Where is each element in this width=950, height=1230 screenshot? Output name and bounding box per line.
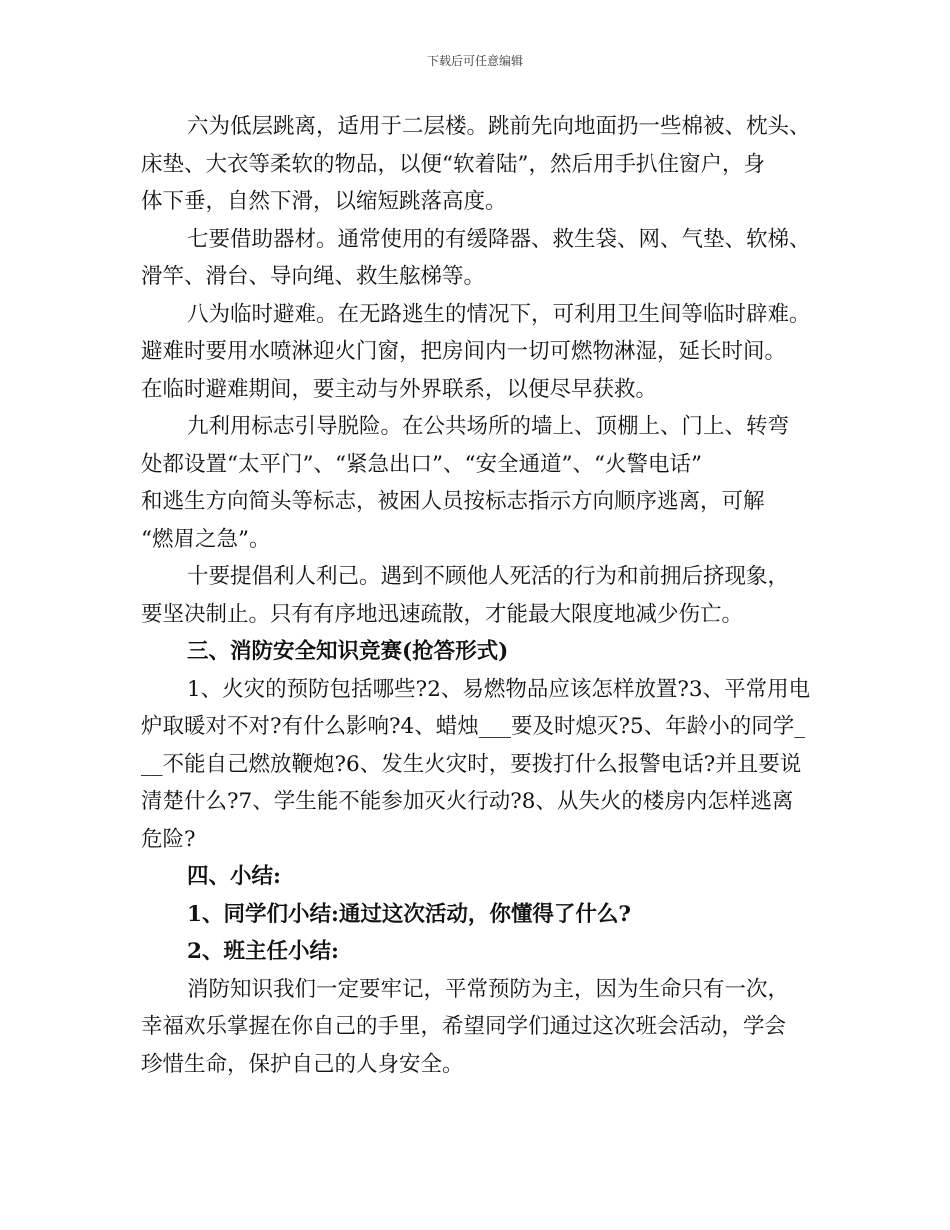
paragraph-exit-signs: [141, 408, 821, 558]
paragraph-closing: [141, 971, 821, 1084]
text-line: __不能自己燃放鞭炮?6、发生火灾时，要拨打什么报警电话?并且要说: [141, 751, 802, 777]
text-line: 体下垂，自然下滑，以缩短跳落高度。: [141, 189, 507, 214]
text-line: 七要借助器材。通常使用的有缓降器、救生袋、网、气垫、软梯、: [187, 226, 811, 252]
text-line: 炉取暖对不对?有什么影响?4、蜡烛___要及时熄灭?5、年龄小的同学_: [141, 714, 805, 739]
subheading-teacher-summary: 2、班主任小结:: [187, 939, 339, 964]
text-line: 消防知识我们一定要牢记，平常预防为主，因为生命只有一次，: [187, 976, 790, 1002]
text-line: 八为临时避难。在无路逃生的情况下，可利用卫生间等临时辟难。: [187, 301, 811, 327]
paragraph-orderly-evacuation: [141, 558, 821, 633]
text-line: 在临时避难期间，要主动与外界联系，以便尽早获救。: [141, 376, 658, 402]
text-line: 滑竿、滑台、导向绳、救生舷梯等。: [141, 264, 486, 289]
text-line: 处都设置“太平门”、“紧急出口”、“安全通道”、“火警电话”: [141, 451, 702, 477]
text-line: 幸福欢乐掌握在你自己的手里，希望同学们通过这次班会活动，学会: [141, 1014, 787, 1039]
text-line: 床垫、大衣等柔软的物品，以便“软着陆”，然后用手扒住窗户，身: [141, 151, 765, 177]
page-header: 下载后可任意编辑: [426, 54, 523, 68]
paragraph-quiz-questions: [141, 671, 821, 859]
paragraph-low-floor-jump: [141, 108, 821, 221]
section-heading-summary: 四、小结:: [187, 864, 281, 889]
text-line: 和逃生方向简头等标志，被困人员按标志指示方向顺序逃离，可解: [141, 489, 765, 514]
text-line: 要坚决制止。只有有序地迅速疏散，才能最大限度地减少伤亡。: [141, 601, 744, 627]
document-body: [141, 108, 821, 1083]
text-line: 清楚什么?7、学生能不能参加灭火行动?8、从失火的楼房内怎样逃离: [141, 789, 794, 814]
paragraph-equipment: [141, 221, 821, 296]
text-line: 九利用标志引导脱险。在公共场所的墙上、顶棚上、门上、转弯: [187, 414, 790, 439]
section-heading-quiz: 三、消防安全知识竞赛(抢答形式): [187, 639, 509, 664]
paragraph-temporary-shelter: [141, 296, 821, 409]
text-line: 避难时要用水喷淋迎火门窗，把房间内一切可燃物淋湿，延长时间。: [141, 339, 787, 364]
subheading-student-summary: 1、同学们小结:通过这次活动，你懂得了什么?: [187, 901, 631, 927]
text-line: 1、火灾的预防包括哪些?2、易燃物品应该怎样放置?3、平常用电: [187, 676, 811, 702]
text-line: 十要提倡利人利己。遇到不顾他人死活的行为和前拥后挤现象，: [187, 564, 790, 589]
text-line: 危险?: [141, 826, 196, 852]
text-line: 珍惜生命，保护自己的人身安全。: [141, 1051, 464, 1077]
text-line: “燃眉之急”。: [141, 526, 271, 552]
text-line: 六为低层跳离，适用于二层楼。跳前先向地面扔一些棉被、枕头、: [187, 114, 811, 139]
